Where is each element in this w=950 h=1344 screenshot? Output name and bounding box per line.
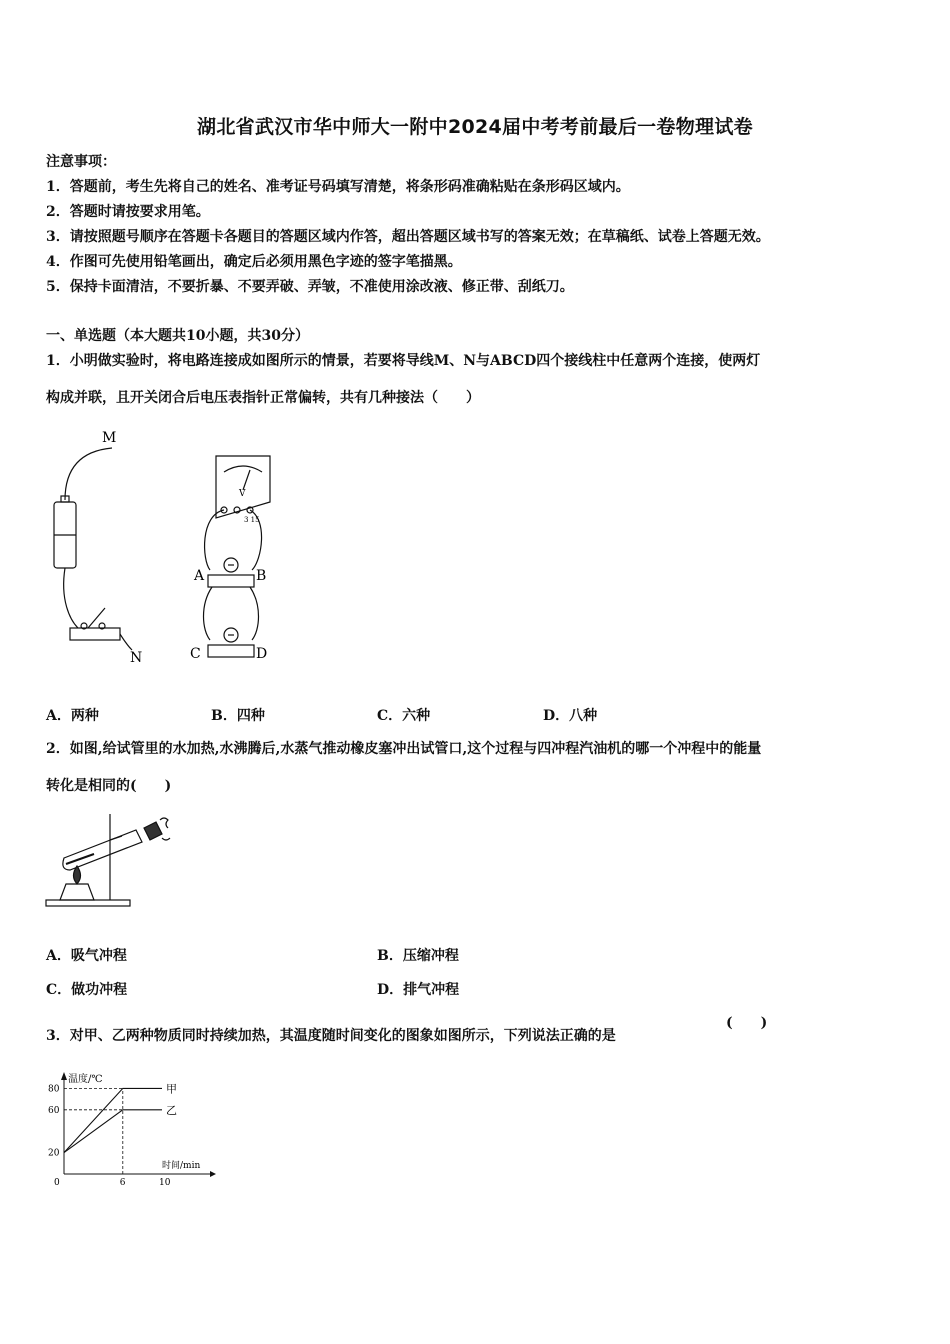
switch <box>70 628 120 640</box>
q1-text-line1: 1．小明做实验时，将电路连接成如图所示的情景，若要将导线M、N与ABCD四个接线柱中任意两个连接，使两灯 <box>46 353 761 369</box>
q3-text: 3．对甲、乙两种物质同时持续加热，其温度随时间变化的图象如图所示，下列说法正确的是 <box>46 1028 616 1044</box>
label-d: D <box>256 646 268 662</box>
notice-item-5: 5．保持卡面清洁，不要折暴、不要弄破、弄皱，不准使用涂改液、修正带、刮纸刀。 <box>46 279 574 295</box>
y-axis-label: 温度/℃ <box>68 1074 103 1085</box>
label-b: B <box>256 568 267 584</box>
series-line-1 <box>64 1110 162 1153</box>
q1-text-line2: 构成并联，且开关闭合后电压表指针正常偏转，共有几种接法（ ） <box>46 390 480 406</box>
x-axis-label: 时间/min <box>162 1161 201 1171</box>
rubber-stopper <box>144 822 162 840</box>
q2-option-a[interactable]: A．吸气冲程 <box>46 948 127 964</box>
x-tick-10: 10 <box>159 1178 171 1186</box>
label-c: C <box>190 646 201 662</box>
q1-option-b[interactable]: B．四种 <box>211 708 265 724</box>
y-axis-arrow <box>61 1072 67 1080</box>
section-heading: 一、单选题（本大题共10小题，共30分） <box>46 328 309 344</box>
q2-test-tube-figure <box>44 808 174 912</box>
series-label-1: 乙 <box>166 1103 177 1117</box>
q1-option-d[interactable]: D．八种 <box>543 708 598 724</box>
series-line-0 <box>64 1088 162 1152</box>
x-tick-0: 0 <box>54 1178 60 1186</box>
label-m: M <box>102 430 117 446</box>
x-axis-arrow <box>210 1171 216 1177</box>
x-tick-6: 6 <box>119 1178 126 1186</box>
label-scale: 3 15 <box>244 516 260 524</box>
q1-option-a[interactable]: A．两种 <box>46 708 99 724</box>
q2-option-d[interactable]: D．排气冲程 <box>377 982 460 998</box>
q1-option-c[interactable]: C．六种 <box>377 708 431 724</box>
alcohol-lamp <box>60 884 94 900</box>
q2-option-b[interactable]: B．压缩冲程 <box>377 948 459 964</box>
test-tube <box>63 830 142 870</box>
q2-option-c[interactable]: C．做功冲程 <box>46 982 128 998</box>
y-tick-20: 20 <box>48 1148 60 1159</box>
stand-base <box>46 900 130 906</box>
y-tick-60: 60 <box>48 1105 60 1116</box>
label-a: A <box>194 568 205 584</box>
notice-item-1: 1．答题前，考生先将自己的姓名、准考证号码填写清楚，将条形码准确粘贴在条形码区域内。 <box>46 179 630 195</box>
notice-item-4: 4．作图可先使用铅笔画出，确定后必须用黑色字迹的签字笔描黑。 <box>46 254 462 270</box>
q1-circuit-figure <box>40 420 290 670</box>
wire-m <box>65 448 112 500</box>
lamp-cd <box>208 645 254 657</box>
voltmeter <box>216 456 270 518</box>
series-label-0: 甲 <box>166 1082 177 1096</box>
notice-heading: 注意事项： <box>46 154 116 170</box>
q2-text-line1: 2．如图,给试管里的水加热,水沸腾后,水蒸气推动橡皮塞冲出试管口,这个过程与四冲程汽油机的哪一个冲程中的能量 <box>46 741 762 757</box>
wire-n <box>120 634 132 650</box>
label-v: V <box>239 489 246 499</box>
q2-text-line2: 转化是相同的( ) <box>46 778 172 794</box>
q3-temperature-chart <box>40 1066 220 1186</box>
label-n: N <box>130 650 143 666</box>
notice-item-2: 2．答题时请按要求用笔。 <box>46 204 210 220</box>
q3-answer-paren: ( ) <box>726 1015 768 1031</box>
page-title: 湖北省武汉市华中师大一附中2024届中考考前最后一卷物理试卷 <box>197 116 753 138</box>
notice-item-3: 3．请按照题号顺序在答题卡各题目的答题区域内作答，超出答题区域书写的答案无效；在草稿纸、试卷上答题无效。 <box>46 229 770 245</box>
lamp-ab <box>208 575 254 587</box>
y-tick-80: 80 <box>48 1084 60 1095</box>
